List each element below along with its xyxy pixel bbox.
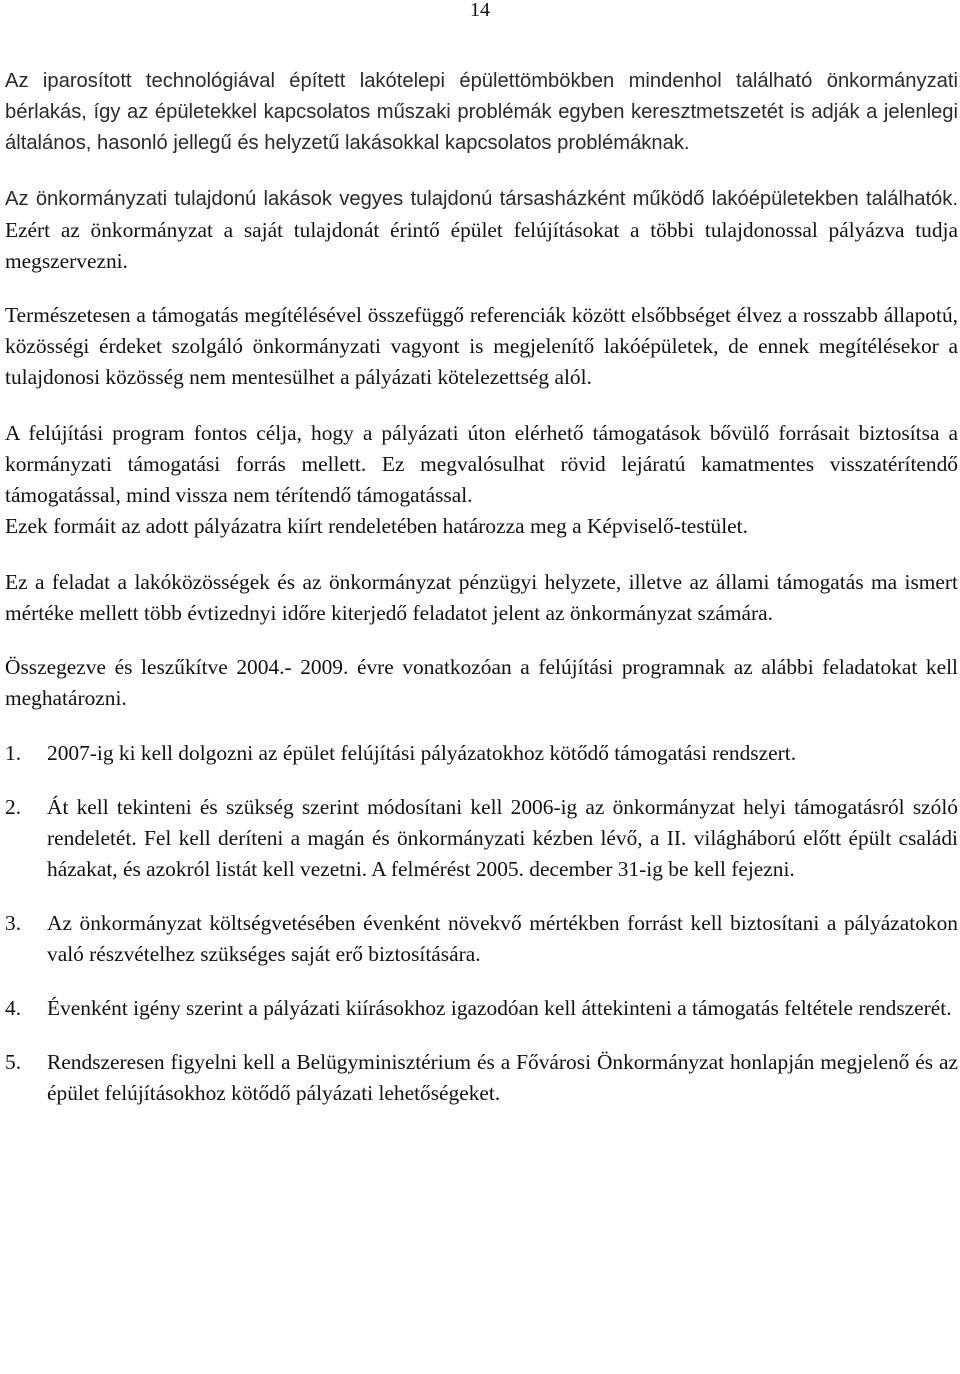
list-item-number: 3.: [5, 911, 22, 935]
paragraph-summary: Összegezve és leszűkítve 2004.- 2009. évre vonatkozóan a felújítási programnak az alábbi feladatokat kell meghatározni.: [5, 655, 958, 710]
list-item: [5, 738, 958, 769]
paragraph-priority: Természetesen a támogatás megítélésével összefüggő referenciák között elsőbbséget élvez a rosszabb állapotú, közösségi érdeket szolgáló önkormányzati vagyont is megjelenítő lakóépületek, de ennek megítélésekor a tulajdonosi közösség nem mentesülhet a pályázati kötelezettség alól.: [5, 303, 958, 389]
list-item: [5, 792, 958, 885]
list-item: [5, 1047, 958, 1109]
list-item: [5, 993, 958, 1024]
list-item-text: Évenként igény szerint a pályázati kiírásokhoz igazodóan kell áttekinteni a támogatás feltétele rendszerét.: [47, 996, 952, 1020]
document-body: [5, 66, 958, 1109]
list-item-text: Át kell tekinteni és szükség szerint módosítani kell 2006-ig az önkormányzat helyi támogatásról szóló rendeletét. Fel kell deríteni a magán és önkormányzati kézben lévő, a II. világháború előtt épült családi házakat, és azokról listát kell vezetni. A felmérést 2005. december 31-ig be kell fejezni.: [47, 795, 958, 881]
paragraph-ownership-rest: Ezért az önkormányzat a saját tulajdonát érintő épület felújításokat a többi tulajdonossal pályázva tudja megszervezni.: [5, 218, 958, 273]
list-item-text: 2007-ig ki kell dolgozni az épület felújítási pályázatokhoz kötődő támogatási rendszert.: [47, 741, 797, 765]
list-item-number: 2.: [5, 795, 22, 819]
paragraph-ownership-lead: Az önkormányzati tulajdonú lakások vegyes tulajdonú társasházként működő lakóépületekben találhatók.: [5, 188, 958, 210]
list-item-number: 4.: [5, 996, 22, 1020]
list-item-text: Az önkormányzat költségvetésében évenként növekvő mértékben forrást kell biztosítani a pályázatokon való részvételhez szükséges saját erő biztosítására.: [47, 911, 958, 966]
list-item-text: Rendszeresen figyelni kell a Belügyminisztérium és a Fővárosi Önkormányzat honlapján megjelenő és az épület felújításokhoz kötődő pályázati lehetőségeket.: [47, 1050, 958, 1105]
list-item-number: 1.: [5, 741, 22, 765]
task-list: [5, 738, 958, 1109]
paragraph-ownership: [5, 183, 958, 277]
page-number: 14: [470, 0, 490, 21]
paragraph-program-goal: A felújítási program fontos célja, hogy a pályázati úton elérhető támogatások bővülő forrásait biztosítsa a kormányzati támogatási forrás mellett. Ez megvalósulhat rövid lejáratú kamatmentes visszatérítendő támogatással, mind vissza nem térítendő támogatással.: [5, 421, 958, 507]
paragraph-task-scope: Ez a feladat a lakóközösségek és az önkormányzat pénzügyi helyzete, illetve az állami támogatás ma ismert mértéke mellett több évtizednyi időre kiterjedő feladatot jelent az önkormányzat számára.: [5, 570, 958, 625]
paragraph-forms: Ezek formáit az adott pályázatra kiírt rendeletében határozza meg a Képviselő-testület.: [5, 514, 748, 538]
list-item: [5, 908, 958, 970]
list-item-number: 5.: [5, 1050, 22, 1074]
paragraph-intro: Az iparosított technológiával épített lakótelepi épülettömbökben mindenhol található önkormányzati bérlakás, így az épületekkel kapcsolatos műszaki problémák egyben keresztmetszetét is adják a jelenlegi általános, hasonló jellegű és helyzetű lakásokkal kapcsolatos problémáknak.: [5, 70, 958, 154]
